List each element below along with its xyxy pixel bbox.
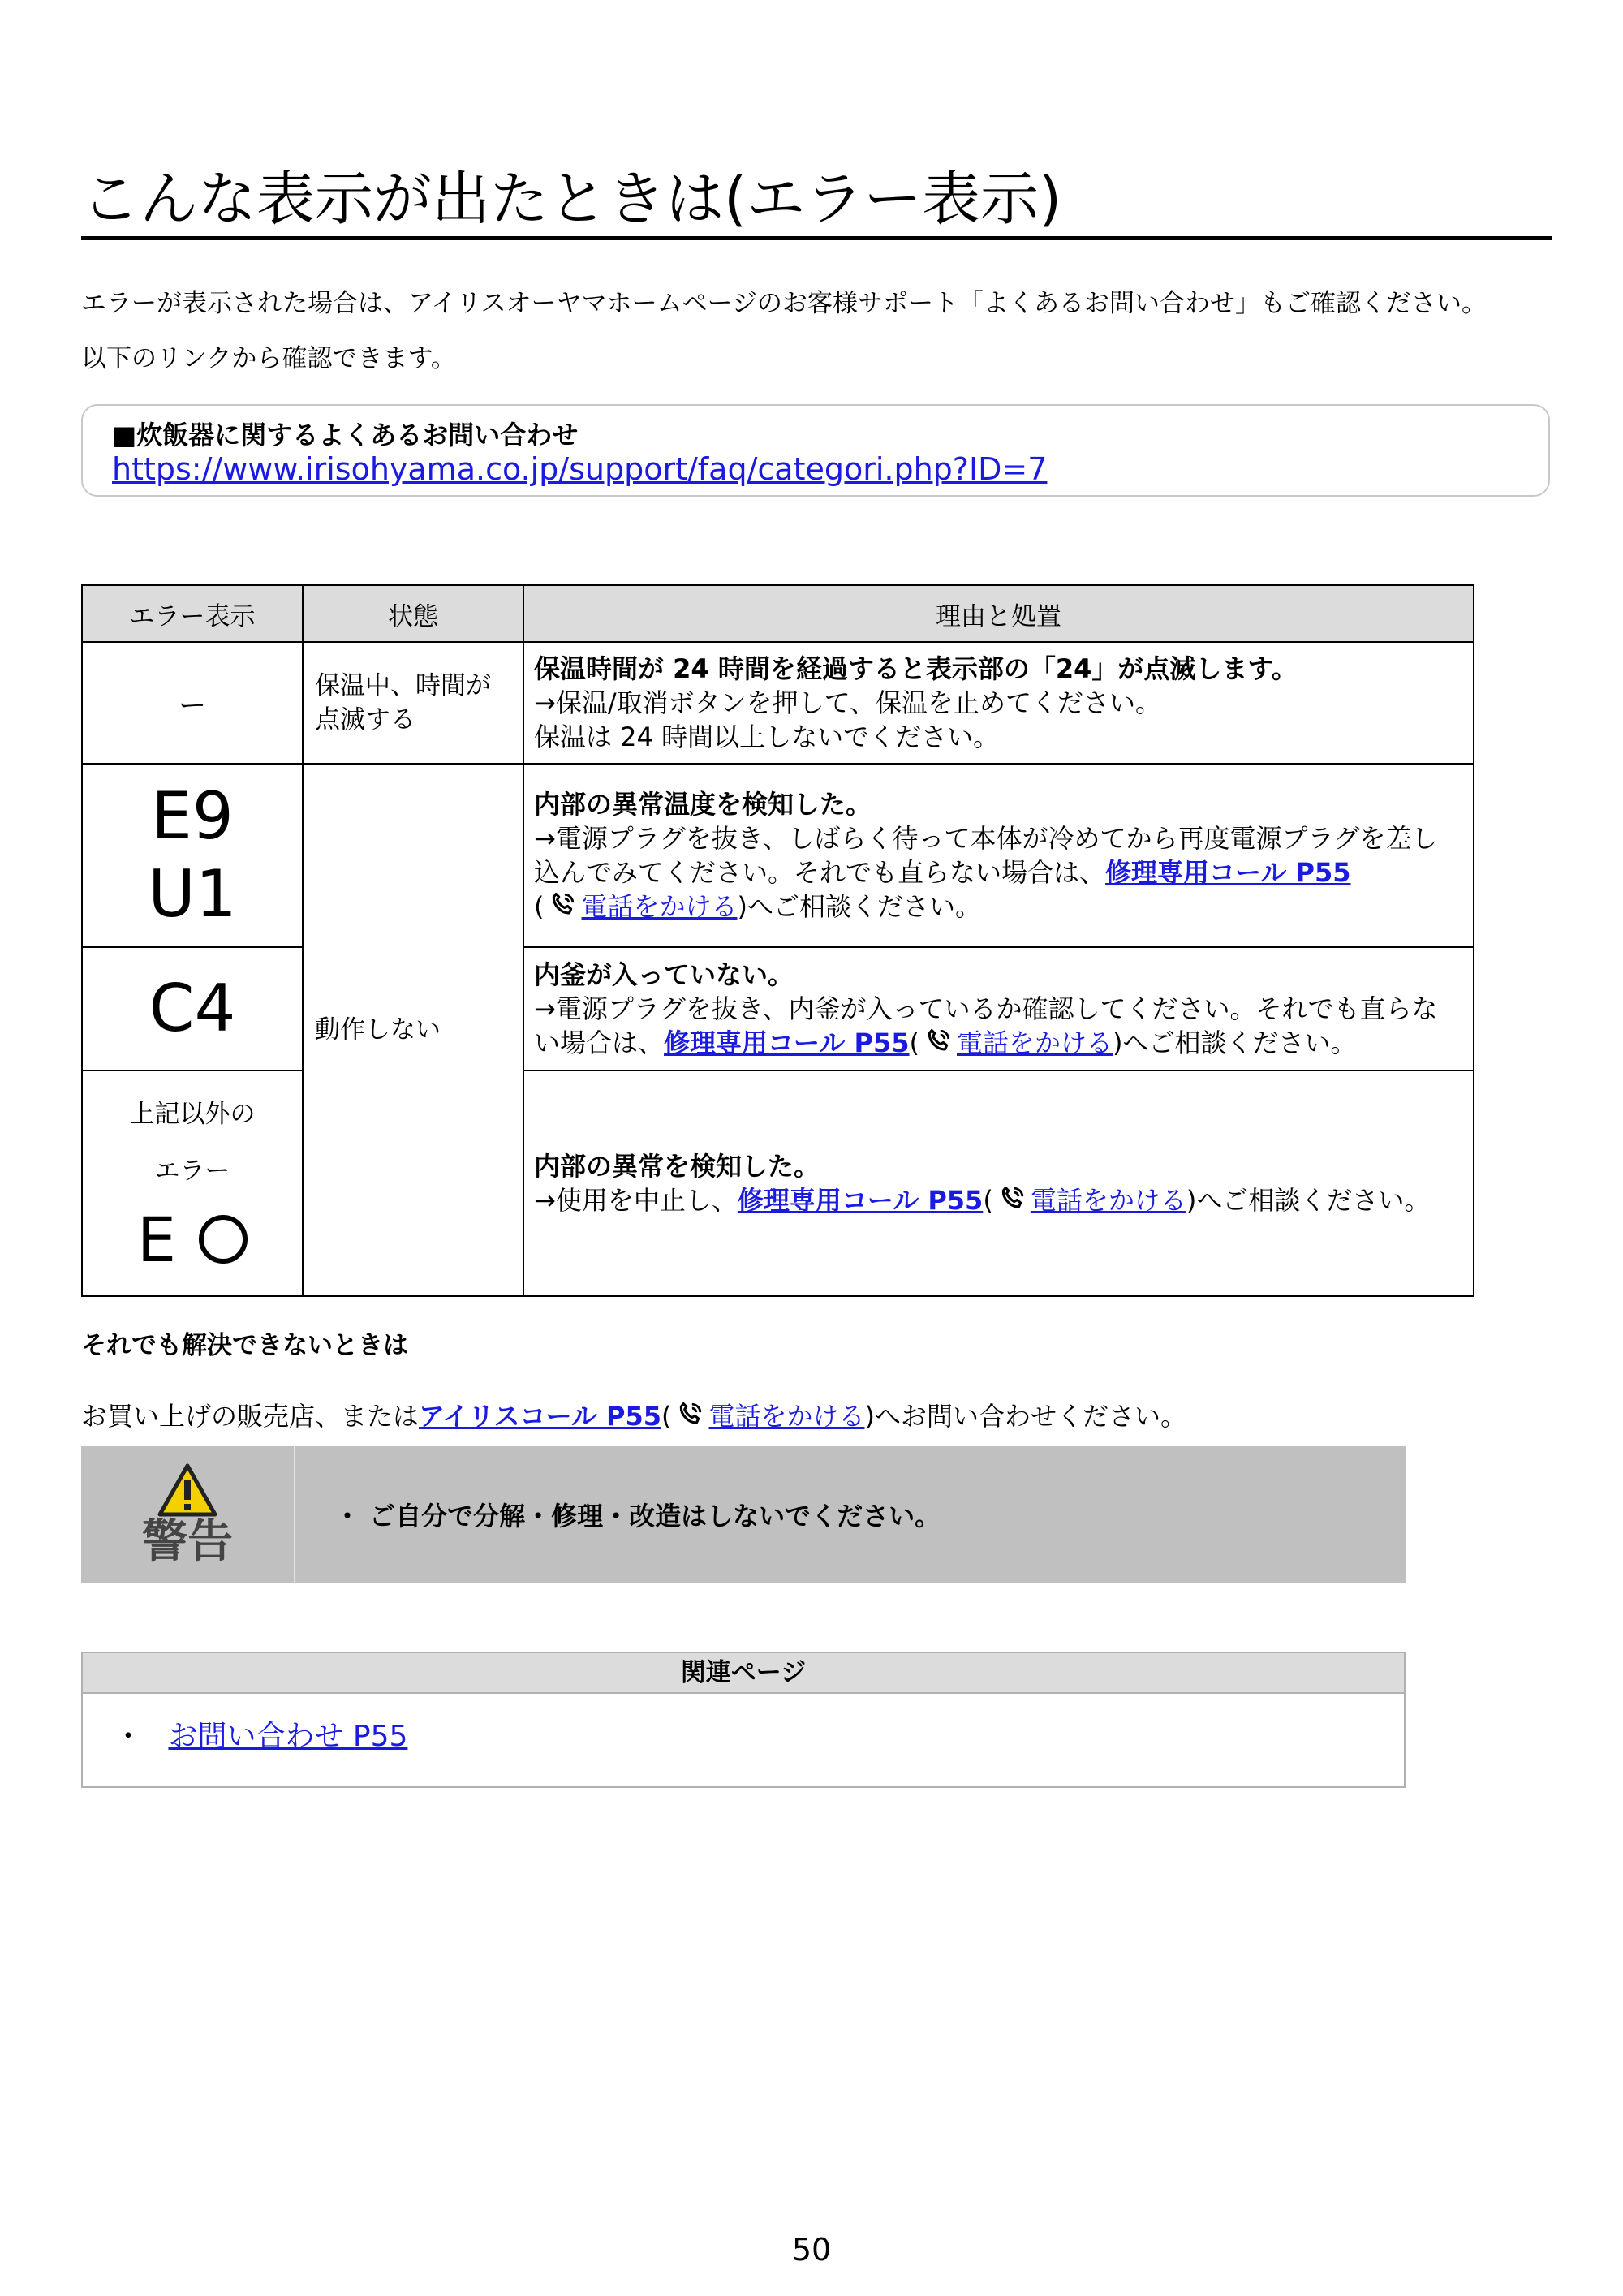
header-state: 状態 (303, 585, 523, 642)
reason-line: →保温/取消ボタンを押して、保温を止めてください。 (534, 687, 1161, 718)
table-row (82, 1070, 1474, 1296)
reason-heading: 内部の異常を検知した。 (534, 1151, 820, 1182)
reason-cell (523, 764, 1474, 947)
call-link[interactable]: 電話をかける (581, 891, 738, 922)
reason-heading: 保温時間が 24 時間を経過すると表示部の「24」が点滅します。 (534, 653, 1298, 684)
paren-open: ( (661, 1401, 672, 1432)
error-code-cell (82, 764, 303, 947)
state-text: 保温中、時間が点滅する (303, 642, 523, 764)
repair-call-link[interactable]: 修理専用コール P55 (737, 1185, 984, 1216)
phone-icon (549, 891, 576, 919)
table-row (82, 947, 1474, 1070)
paren-open: ( (983, 1185, 993, 1216)
error-code-u1: U1 (148, 856, 237, 932)
warning-text: ・ ご自分で分解・修理・改造はしないでください。 (334, 1501, 941, 1531)
faq-url-link[interactable]: https://www.irisohyama.co.jp/support/faq/categori.php?ID=7 (112, 451, 1048, 487)
page-number: 50 (791, 2232, 832, 2268)
warning-label-area (81, 1446, 295, 1583)
repair-call-link[interactable]: 修理専用コール P55 (1105, 857, 1351, 888)
related-heading: 関連ページ (83, 1653, 1404, 1694)
paren-open: ( (909, 1027, 919, 1058)
reason-cell (523, 1070, 1474, 1296)
call-link[interactable]: 電話をかける (957, 1027, 1113, 1058)
reason-cell (523, 947, 1474, 1070)
reason-tail: )へご相談ください。 (1186, 1185, 1431, 1216)
paren-open: ( (534, 891, 545, 922)
iris-call-link[interactable]: アイリスコール P55 (419, 1401, 661, 1432)
contact-line (81, 1396, 1186, 1433)
faq-box (81, 404, 1550, 497)
error-table (81, 584, 1474, 1297)
related-pages-box (81, 1652, 1406, 1788)
other-errors-label: 上記以外の (129, 1100, 256, 1129)
reason-tail: )へご相談ください。 (1113, 1027, 1357, 1058)
contact-prefix: お買い上げの販売店、または (81, 1401, 420, 1432)
header-reason: 理由と処置 (523, 585, 1474, 642)
reason-body: →電源プラグを抜き、しばらく待って本体が冷めてから再度電源プラグを差し込んでみてください。それでも直らない場合は、 (534, 823, 1438, 888)
inquiry-link[interactable]: お問い合わせ P55 (168, 1720, 408, 1753)
unresolved-heading: それでも解決できないときは (81, 1331, 408, 1360)
reason-tail: )へご相談ください。 (737, 891, 981, 922)
error-code-dash: ー (82, 642, 303, 764)
warning-label: 警告 (142, 1515, 233, 1568)
intro-line-1: エラーが表示された場合は、アイリスオーヤマホームページのお客様サポート「よくあるお問い合わせ」もご確認ください。 (81, 289, 1487, 318)
phone-icon (676, 1401, 704, 1428)
table-row (82, 642, 1474, 764)
error-code-e: E (136, 1204, 177, 1276)
page-title: こんな表示が出たときは(エラー表示) (81, 166, 1552, 240)
error-code-e-circle (84, 1200, 301, 1281)
other-errors-label: エラー (154, 1157, 230, 1186)
reason-line: 保温は 24 時間以上しないでください。 (534, 722, 1000, 752)
warning-triangle-icon (157, 1462, 218, 1518)
phone-icon (998, 1185, 1026, 1213)
call-link[interactable]: 電話をかける (1030, 1185, 1186, 1216)
reason-body: →使用を中止し、 (534, 1185, 738, 1216)
intro-line-2: 以下のリンクから確認できます。 (81, 344, 456, 373)
contact-tail: )へお問い合わせください。 (864, 1401, 1186, 1432)
call-link[interactable]: 電話をかける (708, 1401, 865, 1432)
header-error-display: エラー表示 (82, 585, 303, 642)
table-header-row (82, 585, 1474, 642)
error-code-cell (82, 1070, 303, 1296)
repair-call-link[interactable]: 修理専用コール P55 (664, 1027, 910, 1058)
faq-heading: ■炊飯器に関するよくあるお問い合わせ (112, 420, 579, 450)
circle-icon (199, 1215, 248, 1264)
error-code-e9: E9 (151, 778, 234, 854)
bullet: ・ (114, 1720, 144, 1753)
phone-icon (924, 1027, 952, 1055)
error-code-cell (82, 947, 303, 1070)
reason-body: →電源プラグを抜き、内釜が入っているか確認してください。それでも直らない場合は、 (534, 993, 1438, 1058)
error-code-c4: C4 (149, 971, 236, 1046)
reason-cell (523, 642, 1474, 764)
table-row (82, 764, 1474, 947)
warning-box (81, 1446, 1406, 1583)
reason-heading: 内部の異常温度を検知した。 (534, 789, 872, 820)
list-item (83, 1694, 1404, 1755)
reason-heading: 内釜が入っていない。 (534, 959, 794, 990)
state-text: 動作しない (303, 764, 523, 1296)
intro-text (81, 276, 1487, 386)
